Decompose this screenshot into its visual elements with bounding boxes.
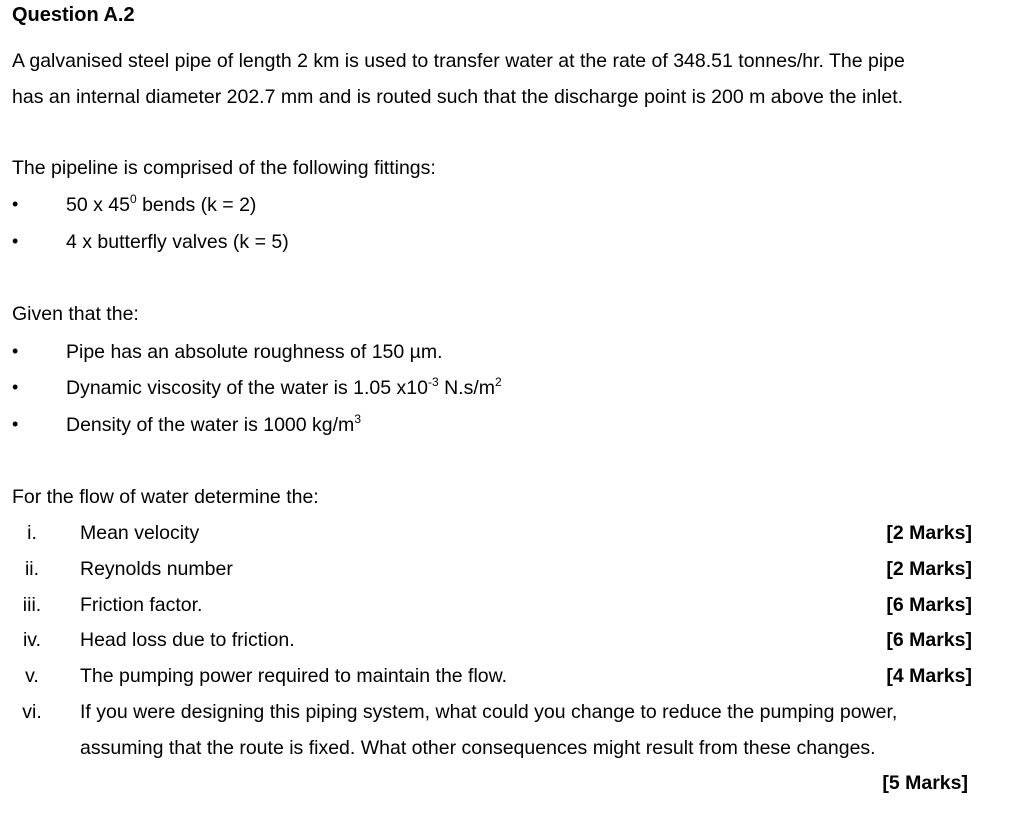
marks-label: [6 Marks]	[886, 629, 972, 651]
item-text: Friction factor.	[80, 594, 203, 616]
item-text: Reynolds number	[80, 558, 233, 580]
determine-heading: For the flow of water determine the:	[12, 486, 319, 508]
bullet-glyph: •	[12, 377, 19, 397]
marks-label: [4 Marks]	[886, 665, 972, 687]
item-text: Head loss due to friction.	[80, 629, 295, 651]
item-text: If you were designing this piping system, what could you change to reduce the pumping power,	[80, 701, 898, 723]
fittings-heading: The pipeline is comprised of the following fittings:	[12, 157, 436, 179]
item-text: Mean velocity	[80, 522, 200, 544]
marks-label: [6 Marks]	[886, 594, 972, 616]
question-title: Question A.2	[12, 4, 135, 26]
fitting-text: 50 x $45^0$ bends (k = 2)	[66, 192, 257, 216]
bullet-glyph: •	[12, 231, 19, 251]
item-number: vi.	[22, 701, 42, 723]
intro-line-1: A galvanised steel pipe of length 2 km is used to transfer water at the rate of 348.51 tonnes/hr. The pipe	[12, 50, 905, 72]
given-text: Dynamic viscosity of the water is 1.05 $x10^{-3}$ $N.s/m^2$	[66, 375, 502, 399]
item-number: v.	[25, 665, 39, 687]
table-row	[0, 701, 1024, 801]
item-number: ii.	[24, 558, 40, 580]
marks-label: [2 Marks]	[886, 522, 972, 544]
given-text: Density of the water is 1000 $kg/m^3$	[66, 412, 361, 436]
bullet-glyph: •	[12, 341, 19, 361]
given-text: Pipe has an absolute roughness of 150 µm.	[66, 341, 443, 363]
marks-label: [5 Marks]	[882, 772, 968, 794]
intro-line-2: has an internal diameter 202.7 mm and is routed such that the discharge point is 200 m above the inlet.	[12, 86, 904, 108]
marks-label: [2 Marks]	[886, 558, 972, 580]
item-number: iii.	[22, 594, 42, 616]
item-text: The pumping power required to maintain the flow.	[80, 665, 508, 687]
fitting-text: 4 x butterfly valves (k = 5)	[66, 231, 289, 253]
item-text-continued: assuming that the route is fixed. What other consequences might result from these changes.	[80, 737, 876, 759]
item-number: i.	[27, 522, 37, 544]
bullet-glyph: •	[12, 194, 19, 214]
bullet-glyph: •	[12, 414, 19, 434]
given-heading: Given that the:	[12, 303, 139, 325]
item-number: iv.	[22, 629, 42, 651]
